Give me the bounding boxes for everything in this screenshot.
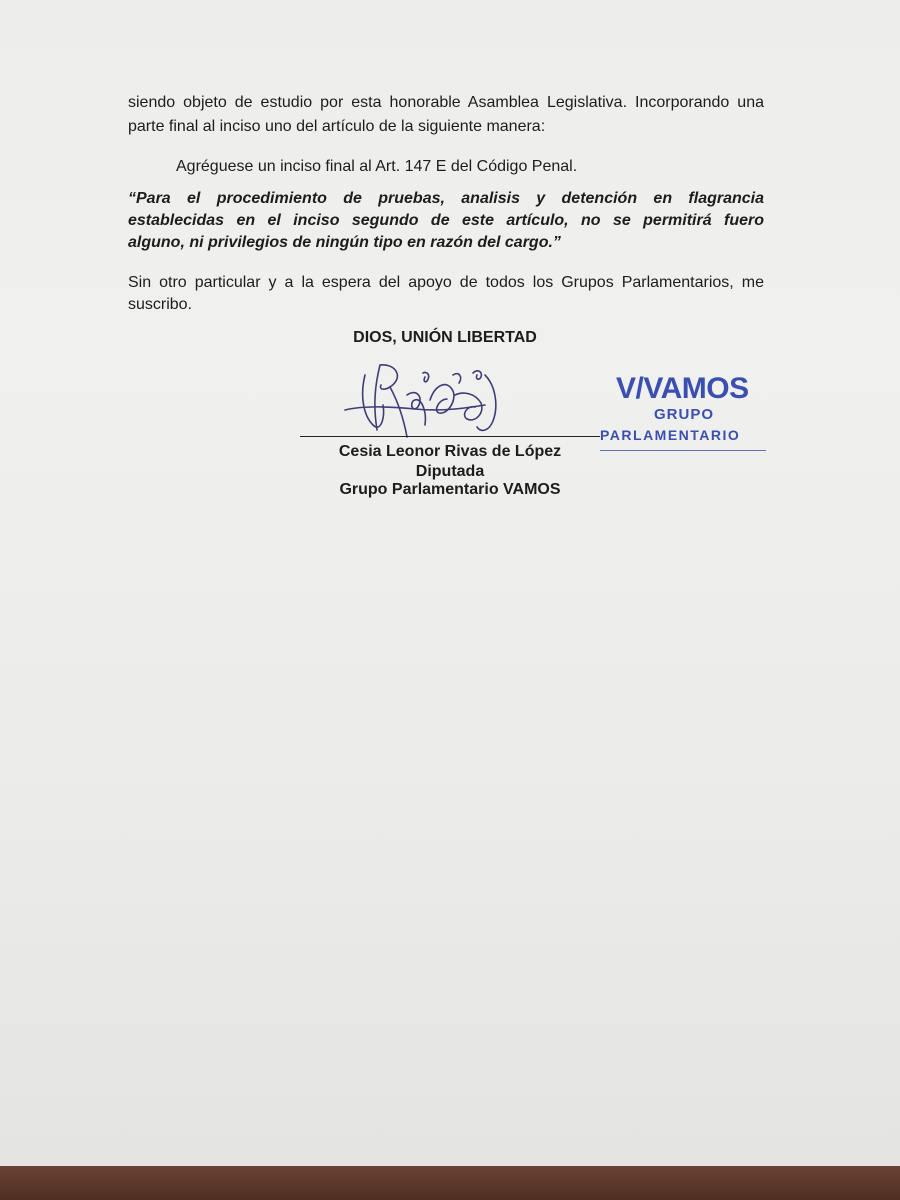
instruction-text: Agréguese un inciso final al Art. 147 E del Código Penal. [176, 158, 578, 175]
paragraph-line: parte final al inciso uno del artículo de la siguiente manera: [128, 118, 546, 135]
closing-line: Sin otro particular y a la espera del apoyo de todos los Grupos Parlamentarios, me [128, 274, 764, 291]
signatory-group: Grupo Parlamentario VAMOS [339, 481, 561, 498]
paragraph-line: siendo objeto de estudio por esta honorable Asamblea Legislativa. Incorporando una [128, 94, 764, 111]
signature-scribble [335, 355, 535, 455]
signature-line [300, 436, 600, 437]
quoted-article-line: alguno, ni privilegios de ningún tipo en razón del cargo.” [128, 234, 561, 251]
parliamentary-group-stamp [598, 370, 770, 456]
quoted-article-line: establecidas en el inciso segundo de este artículo, no se permitirá fuero [128, 212, 764, 229]
stamp-line-parlamentario: PARLAMENTARIO [600, 427, 741, 443]
stamp-underline [600, 450, 766, 451]
signatory-title: Diputada [415, 463, 485, 480]
table-surface [0, 1166, 900, 1200]
closing-line: suscribo. [128, 296, 193, 313]
stamp-brand: V/VAMOS [616, 372, 749, 405]
stamp-line-grupo: GRUPO [653, 406, 714, 423]
motto: DIOS, UNIÓN LIBERTAD [353, 329, 537, 346]
quoted-article-line: “Para el procedimiento de pruebas, analisis y detención en flagrancia [128, 190, 764, 207]
signatory-name: Cesia Leonor Rivas de López [338, 443, 562, 460]
